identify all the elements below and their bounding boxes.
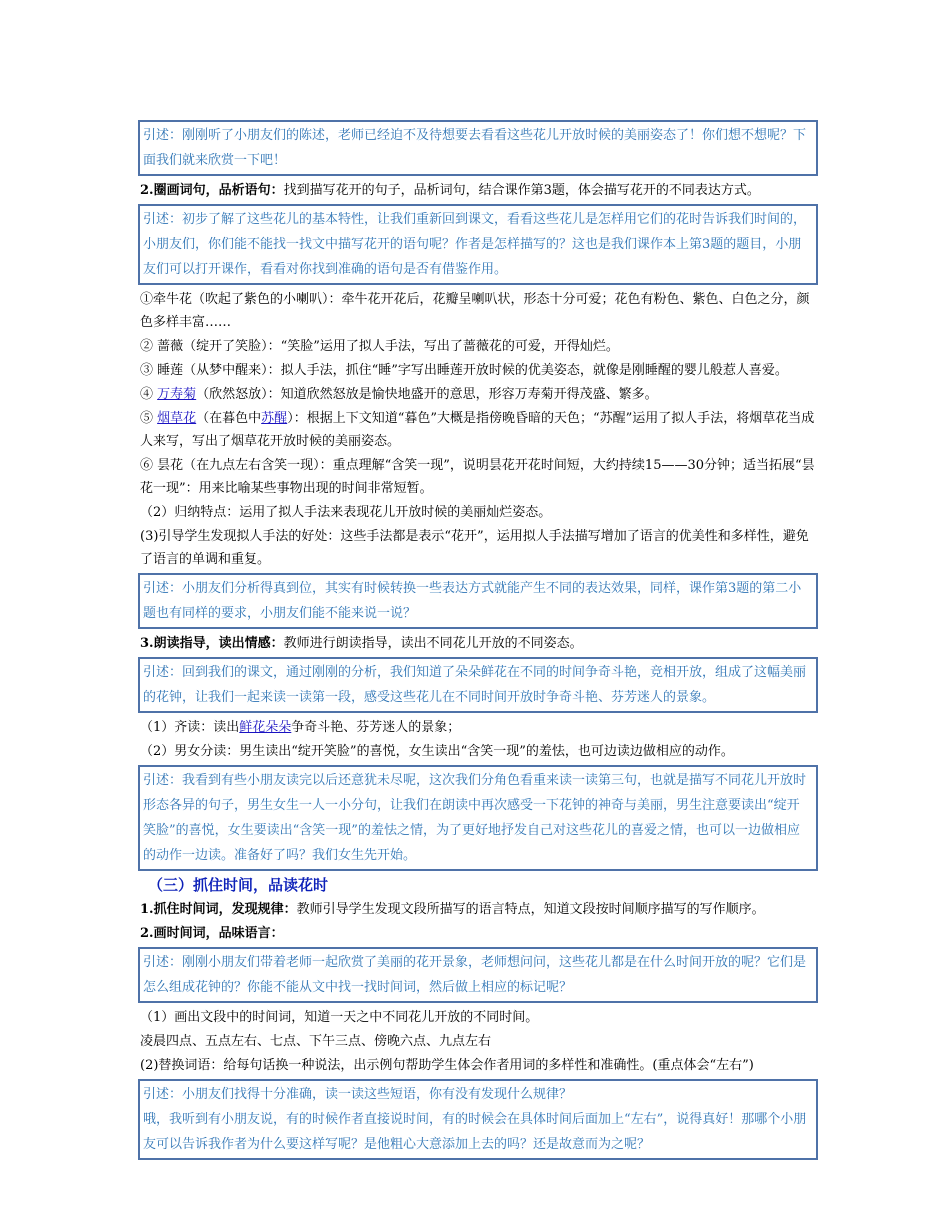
- document-page: [138, 118, 818, 1162]
- item-text: 争奇斗艳、芬芳迷人的景象；: [291, 720, 461, 735]
- step-heading-label: 2.画时间词，品味语言：: [140, 926, 284, 941]
- time-point-2: (2)替换词语：给每句话换一种说法，出示例句帮助学生体会作者用词的多样性和准确性。(重点体会“左右”): [140, 1058, 754, 1073]
- step-heading-label: 2.圈画词句，品析语句：: [140, 183, 284, 198]
- item-text: （欣然怒放）：知道欣然怒放是愉快地盛开的意思，形容万寿菊开得茂盛、繁多。: [196, 387, 658, 402]
- item-text: （在暮色中: [196, 411, 262, 426]
- item-number: ⑤: [140, 411, 158, 426]
- time-words: 凌晨四点、五点左右、七点、下午三点、傍晚六点、九点左右: [140, 1034, 492, 1049]
- flower-item-6: ⑥ 昙花（在九点左右含笑一现）：重点理解“含笑一现”，说明昙花开花时间短，大约持续15——30分钟；适当拓展“昙花一现”：用来比喻某些事物出现的时间非常短暂。: [140, 458, 815, 496]
- quote-line-1: 引述：小朋友们找得十分准确，读一读这些短语，你有没有发现什么规律？: [143, 1087, 573, 1102]
- reading-item-1: [138, 715, 818, 739]
- summary-point-3: (3)引导学生发现拟人手法的好处：这些手法都是表示“花开”，运用拟人手法描写增加了语言的优美性和多样性，避免了语言的单调和重复。: [140, 529, 809, 567]
- summary-point-2: （2）归纳特点：运用了拟人手法来表现花儿开放时候的美丽灿烂姿态。: [140, 505, 552, 520]
- step-heading-time-2: [138, 921, 818, 945]
- step-heading-text: 教师引导学生发现文段所描写的语言特点，知道文段按时间顺序描写的写作顺序。: [296, 902, 765, 917]
- reading-item-2: （2）男女分读：男生读出“绽开笑脸”的喜悦，女生读出“含笑一现”的羞怯，也可边读边做相应的动作。: [140, 744, 734, 759]
- item-number: ④: [140, 387, 158, 402]
- step-heading-label: 3.朗读指导，读出情感：: [140, 636, 284, 651]
- quote-box-6: 引述：刚刚小朋友们带着老师一起欣赏了美丽的花开景象，老师想问问，这些花儿都是在什么时间开放的呢？它们是怎么组成花钟的？你能不能从文中找一找时间词，然后做上相应的标记呢？: [138, 947, 818, 1003]
- link-flowers[interactable]: 鲜花朵朵: [239, 720, 292, 735]
- quote-box-7: [138, 1079, 818, 1160]
- flower-item-5: [138, 406, 818, 453]
- step-heading-label: 1.抓住时间词，发现规律：: [140, 902, 297, 917]
- link-marigold[interactable]: 万寿菊: [157, 387, 197, 402]
- flower-item-4: [138, 382, 818, 406]
- quote-box-5: 引述：我看到有些小朋友读完以后还意犹未尽呢，这次我们分角色看重来读一读第三句，也就是描写不同花儿开放时形态各异的句子，男生女生一人一小分句，让我们在朗读中再次感受一下花钟的神奇与美丽，男生注意要读出“绽开笑脸”的喜悦，女生要读出“含笑一现”的羞怯之情，为了更好地抒发自己对这些花儿的喜爱之情，也可以一边做相应的动作一边读。准备好了吗？我们女生先开始。: [138, 765, 818, 871]
- link-awaken[interactable]: 苏醒: [261, 411, 288, 426]
- step-heading-text: 教师进行朗读指导，读出不同花儿开放的不同姿态。: [283, 636, 583, 651]
- step-heading-2: [138, 178, 818, 202]
- time-point-1: （1）画出文段中的时间词，知道一天之中不同花儿开放的不同时间。: [140, 1010, 539, 1025]
- quote-box-1: 引述：刚刚听了小朋友们的陈述，老师已经迫不及待想要去看看这些花儿开放时候的美丽姿态了！你们想不想呢？下面我们就来欣赏一下吧！: [138, 120, 818, 176]
- quote-box-2: 引述：初步了解了这些花儿的基本特性，让我们重新回到课文，看看这些花儿是怎样用它们的花时告诉我们时间的，小朋友们，你们能不能找一找文中描写花开的语句呢？作者是怎样描写的？这也是我们课作本上第3题的题目，小朋友们可以打开课作，看看对你找到准确的语句是否有借鉴作用。: [138, 204, 818, 285]
- quote-box-3: 引述：小朋友们分析得真到位，其实有时候转换一些表达方式就能产生不同的表达效果，同样，课作第3题的第二小题也有同样的要求，小朋友们能不能来说一说？: [138, 573, 818, 629]
- flower-item-1: ①牵牛花（吹起了紫色的小喇叭）：牵牛花开花后，花瓣呈喇叭状，形态十分可爱；花色有粉色、紫色、白色之分，颜色多样丰富……: [140, 292, 810, 330]
- item-text: ）：根据上下文知道“暮色”大概是指傍晚昏暗的天色；“苏醒”运用了拟人手法，将烟草花当成人来写，写出了烟草花开放时候的美丽姿态。: [140, 411, 815, 449]
- link-tobacco-flower[interactable]: 烟草花: [157, 411, 197, 426]
- item-text: （1）齐读：读出: [140, 720, 240, 735]
- step-heading-3: [138, 631, 818, 655]
- step-heading-time-1: [138, 897, 818, 921]
- flower-item-3: ③ 睡莲（从梦中醒来）：拟人手法，抓住“睡”字写出睡莲开放时候的优美姿态，就像是刚睡醒的婴儿般惹人喜爱。: [140, 363, 788, 378]
- flower-item-2: ② 蔷薇（绽开了笑脸）：“笑脸”运用了拟人手法，写出了蔷薇花的可爱，开得灿烂。: [140, 339, 619, 354]
- quote-line-2: 哦，我听到有小朋友说，有的时候作者直接说时间，有的时候会在具体时间后面加上“左右”，说得真好！那哪个小朋友可以告诉我作者为什么要这样写呢？是他粗心大意添加上去的吗？还是故意而为之呢？: [143, 1112, 807, 1152]
- quote-box-4: 引述：回到我们的课文，通过刚刚的分析，我们知道了朵朵鲜花在不同的时间争奇斗艳，竞相开放，组成了这幅美丽的花钟，让我们一起来读一读第一段，感受这些花儿在不同时间开放时争奇斗艳、芬芳迷人的景象。: [138, 657, 818, 713]
- step-heading-text: 找到描写花开的句子，品析词句，结合课作第3题，体会描写花开的不同表达方式。: [283, 183, 760, 198]
- section-heading-3: （三）抓住时间，品读花时: [148, 876, 329, 894]
